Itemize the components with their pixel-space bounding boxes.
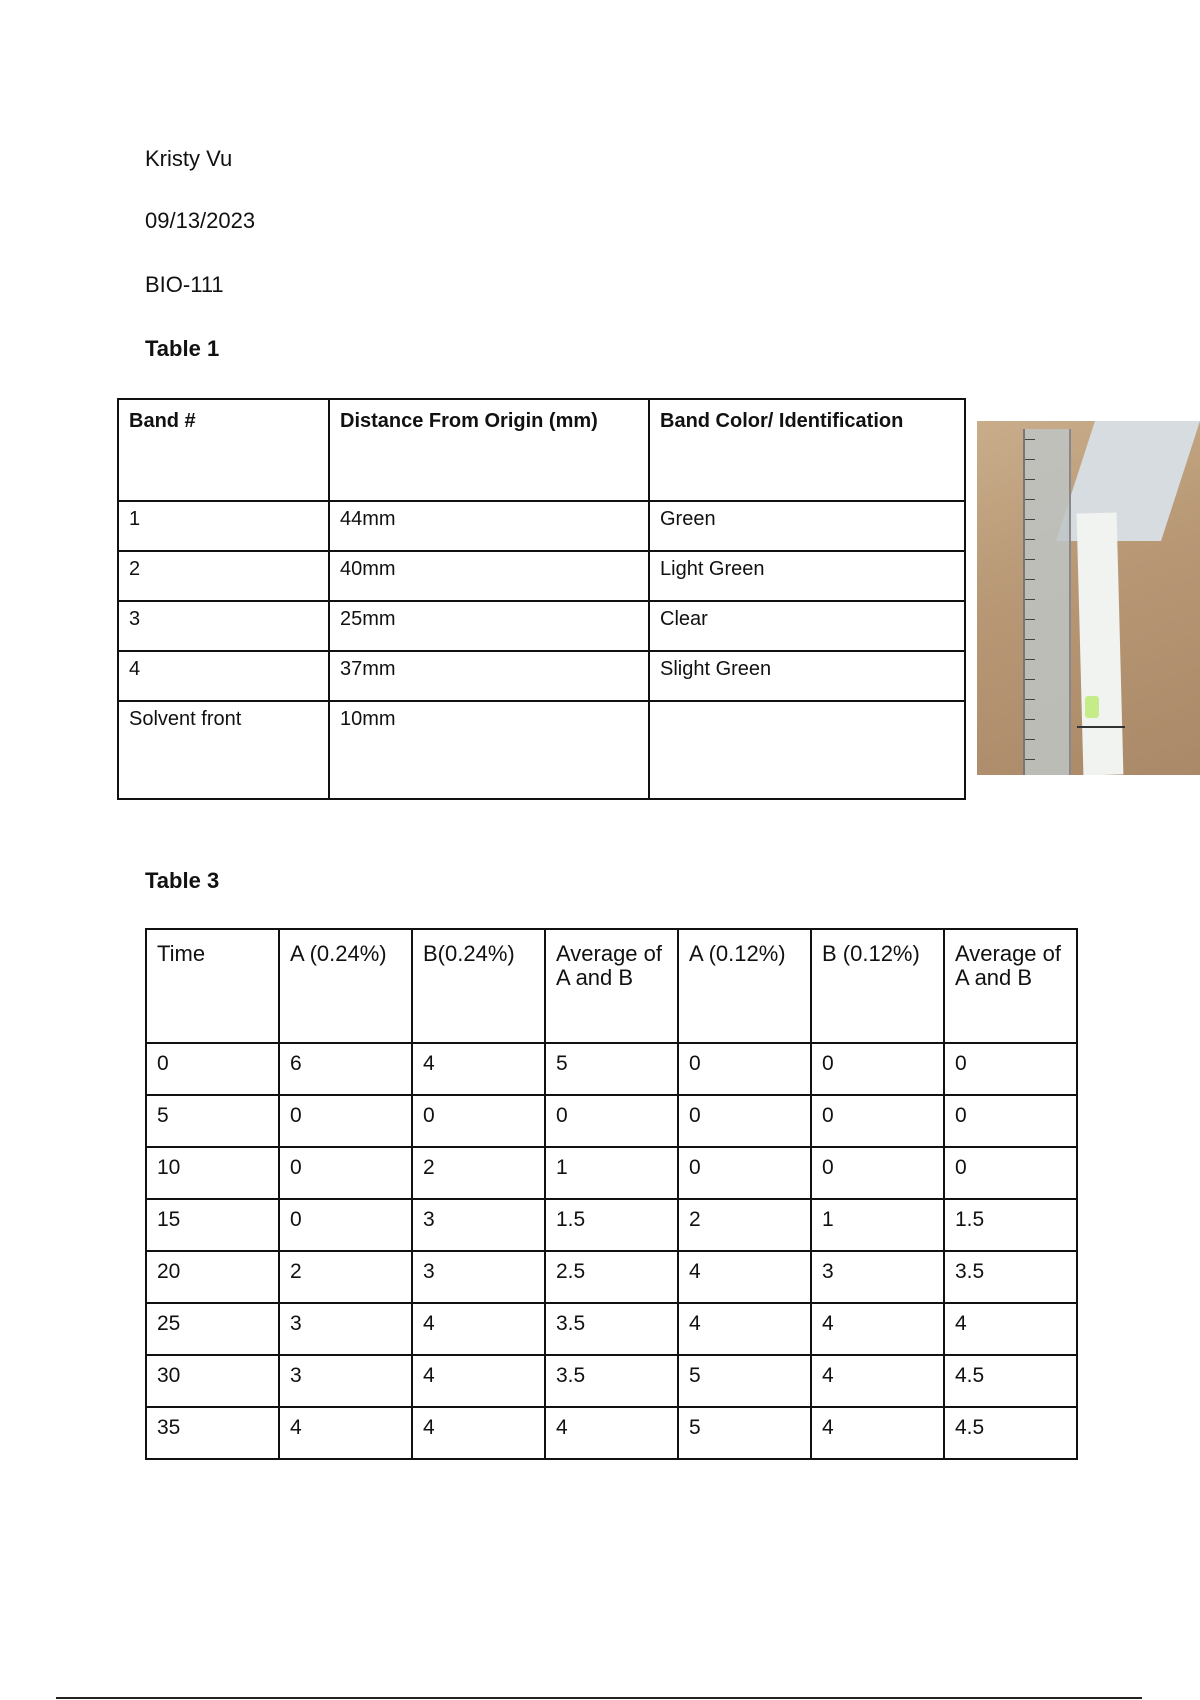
chromatography-strip [1077,513,1124,775]
table-3-caption: Table 3 [145,868,220,893]
table-3-header-avg-012: Average of A and B [944,929,1077,1043]
table-3-body [146,1043,1077,1459]
table-row [146,1199,1077,1251]
pigment-band-spot [1085,696,1099,718]
table-3-header-a-024: A (0.24%) [279,929,412,1043]
table-cell: 0 [811,1147,944,1199]
table-cell: 3.5 [944,1251,1077,1303]
table-cell: 5 [678,1407,811,1459]
table-cell: 40mm [329,551,649,601]
table-cell: 0 [811,1043,944,1095]
table-cell: 0 [279,1095,412,1147]
table-cell: 0 [944,1147,1077,1199]
table-cell: 25mm [329,601,649,651]
table-cell: 4 [545,1407,678,1459]
author-name: Kristy Vu [145,146,233,171]
table-3 [145,928,1078,1460]
table-cell: Slight Green [649,651,965,701]
table-1-caption: Table 1 [145,336,220,361]
table-cell: 0 [811,1095,944,1147]
table-cell: 2 [279,1251,412,1303]
table-cell: 0 [279,1199,412,1251]
table-cell: 30 [146,1355,279,1407]
table-cell: 5 [545,1043,678,1095]
table-row [146,1355,1077,1407]
table-cell: 0 [412,1095,545,1147]
table-row [118,501,965,551]
table-row [118,701,965,799]
table-cell: 10mm [329,701,649,799]
table-cell: 3 [279,1303,412,1355]
table-cell: 3.5 [545,1303,678,1355]
table-cell: 4 [811,1355,944,1407]
table-cell: 4 [678,1251,811,1303]
table-cell: 3 [412,1199,545,1251]
table-cell: 35 [146,1407,279,1459]
table-cell: 0 [146,1043,279,1095]
table-cell: 5 [146,1095,279,1147]
table-cell: 4 [811,1407,944,1459]
table-row [146,1407,1077,1459]
table-cell: 5 [678,1355,811,1407]
table-cell: 0 [678,1147,811,1199]
table-1-header-color: Band Color/ Identification [649,399,965,501]
document-date: 09/13/2023 [145,208,256,233]
table-cell: 37mm [329,651,649,701]
table-cell: 4 [279,1407,412,1459]
table-3-header-time: Time [146,929,279,1043]
table-3-header-a-012: A (0.12%) [678,929,811,1043]
table-3-header-b-012: B (0.12%) [811,929,944,1043]
table-cell: 1 [811,1199,944,1251]
table-cell: 4.5 [944,1355,1077,1407]
table-3-header-avg-024: Average of A and B [545,929,678,1043]
table-cell: 2 [118,551,329,601]
table-cell: Clear [649,601,965,651]
table-cell: 0 [279,1147,412,1199]
table-cell: 4 [412,1043,545,1095]
table-cell: 2 [412,1147,545,1199]
table-cell: 4 [412,1303,545,1355]
course-code: BIO-111 [145,272,224,297]
table-1-header-row [118,399,965,501]
origin-line [1077,726,1125,728]
table-1-header-band: Band # [118,399,329,501]
table-cell: Light Green [649,551,965,601]
table-cell: 1.5 [944,1199,1077,1251]
table-3-header-b-024: B(0.24%) [412,929,545,1043]
table-cell: 0 [545,1095,678,1147]
table-cell: 25 [146,1303,279,1355]
table-cell: 3 [811,1251,944,1303]
table-row [146,1303,1077,1355]
footer-rule [56,1697,1142,1699]
table-cell: 6 [279,1043,412,1095]
table-cell [649,701,965,799]
table-row [118,601,965,651]
table-cell: 0 [678,1043,811,1095]
table-cell: 1 [545,1147,678,1199]
table-row [118,651,965,701]
table-cell: 20 [146,1251,279,1303]
table-cell: 3.5 [545,1355,678,1407]
table-cell: Green [649,501,965,551]
table-cell: 1.5 [545,1199,678,1251]
table-row [118,551,965,601]
table-cell: Solvent front [118,701,329,799]
table-cell: 0 [678,1095,811,1147]
table-row [146,1043,1077,1095]
table-cell: 0 [944,1043,1077,1095]
table-cell: 3 [118,601,329,651]
table-1 [117,398,966,800]
table-cell: 4 [678,1303,811,1355]
table-cell: 3 [279,1355,412,1407]
chromatography-photo [977,421,1200,775]
table-row [146,1251,1077,1303]
table-cell: 44mm [329,501,649,551]
table-cell: 4 [811,1303,944,1355]
table-cell: 10 [146,1147,279,1199]
ruler-image [1023,429,1071,775]
table-cell: 2.5 [545,1251,678,1303]
table-1-header-distance: Distance From Origin (mm) [329,399,649,501]
table-cell: 15 [146,1199,279,1251]
table-3-header-row [146,929,1077,1043]
table-cell: 2 [678,1199,811,1251]
table-cell: 0 [944,1095,1077,1147]
table-cell: 3 [412,1251,545,1303]
table-cell: 1 [118,501,329,551]
table-row [146,1095,1077,1147]
table-cell: 4.5 [944,1407,1077,1459]
table-cell: 4 [118,651,329,701]
table-cell: 4 [412,1407,545,1459]
table-cell: 4 [944,1303,1077,1355]
table-row [146,1147,1077,1199]
table-cell: 4 [412,1355,545,1407]
